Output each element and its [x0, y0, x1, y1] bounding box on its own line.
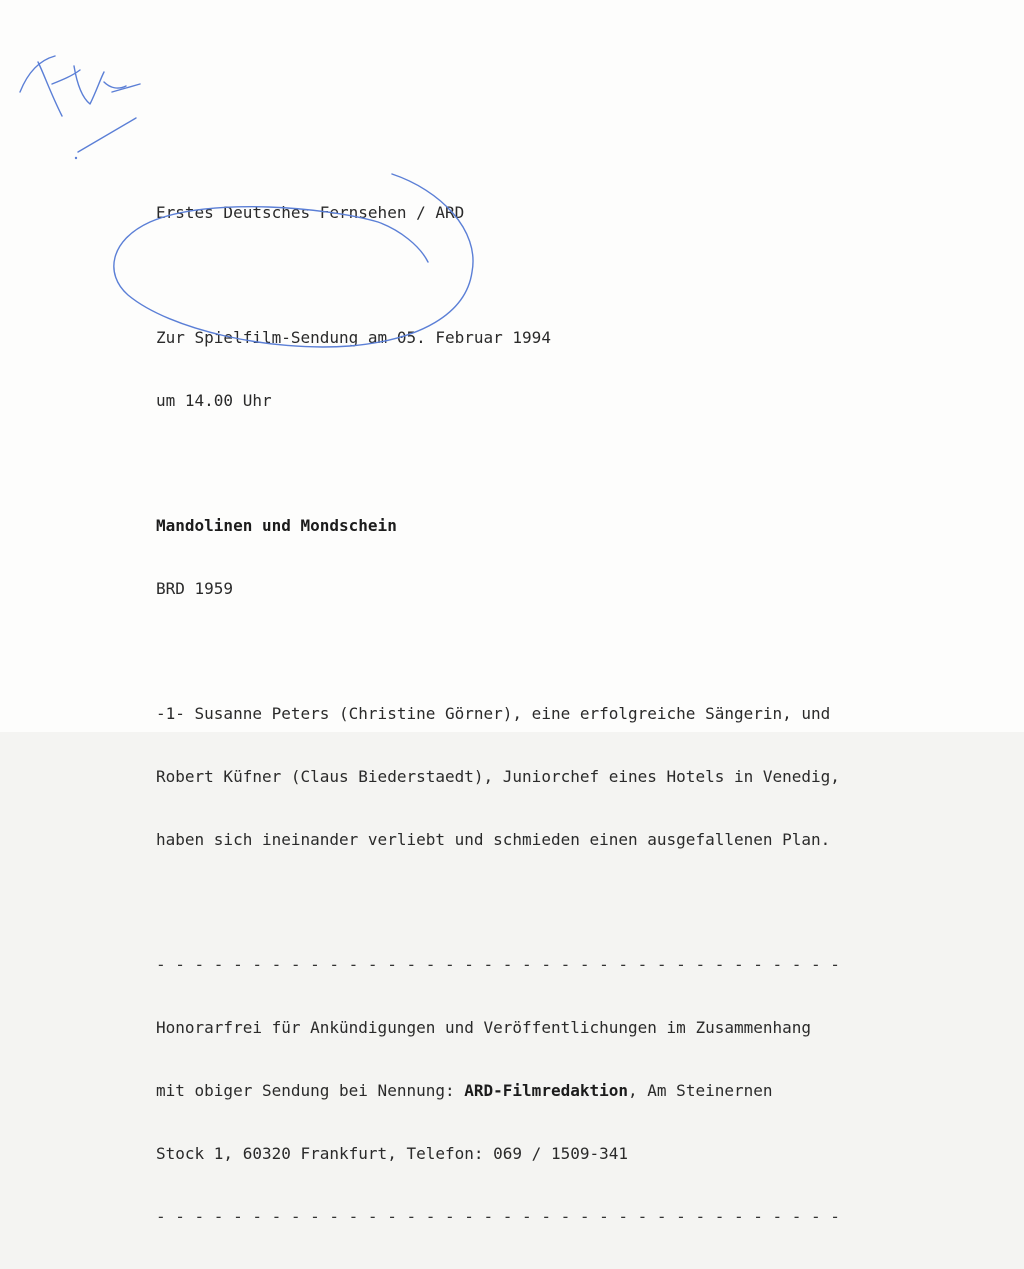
synopsis-line-3: haben sich ineinander verliebt und schmieden einen ausgefallenen Plan.: [156, 830, 831, 849]
film-origin: BRD 1959: [156, 579, 234, 598]
broadcast-time-line: um 14.00 Uhr: [156, 391, 272, 410]
notice-line-1: Honorarfrei für Ankündigungen und Veröffentlichungen im Zusammenhang: [156, 1018, 812, 1037]
notice-line-2-prefix: mit obiger Sendung bei Nennung:: [156, 1081, 465, 1100]
separator-top: - - - - - - - - - - - - - - - - - - - - - - - - - - - - - - - - - - - -: [156, 955, 840, 974]
film-title: Mandolinen und Mondschein: [156, 516, 397, 535]
handwritten-loop: [114, 174, 473, 347]
notice-line-2: [156, 1080, 840, 1101]
credit-name: ARD-Filmredaktion: [464, 1081, 629, 1100]
handwritten-stroke: [78, 118, 136, 152]
spacer: [156, 892, 840, 912]
separator-bottom: - - - - - - - - - - - - - - - - - - - - - - - - - - - - - - - - - - - -: [156, 1207, 840, 1226]
handwritten-scribble: [20, 56, 140, 116]
broadcaster-line: Erstes Deutsches Fernsehen / ARD: [156, 203, 465, 222]
notice-line-3: Stock 1, 60320 Frankfurt, Telefon: 069 / 1509-341: [156, 1144, 629, 1163]
pen-dot: [75, 157, 77, 159]
synopsis-line-2: Robert Küfner (Claus Biederstaedt), Juniorchef eines Hotels in Venedig,: [156, 767, 840, 786]
synopsis-line-1: -1- Susanne Peters (Christine Görner), eine erfolgreiche Sängerin, und: [156, 704, 831, 723]
broadcast-date-line: Zur Spielfilm-Sendung am 05. Februar 1994: [156, 328, 551, 347]
notice-line-2-suffix: , Am Steinernen: [628, 1081, 773, 1100]
